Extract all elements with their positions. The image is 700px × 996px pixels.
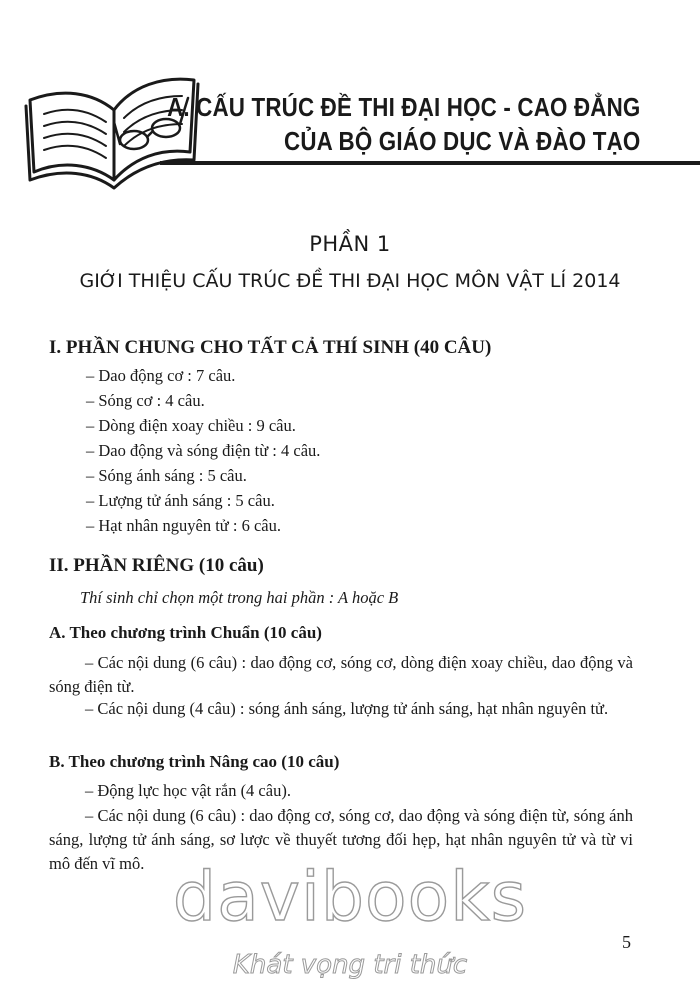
- list-item: – Lượng tử ánh sáng : 5 câu.: [86, 491, 275, 510]
- section2-heading: II. PHẦN RIÊNG (10 câu): [49, 555, 264, 576]
- watermark-slogan: Khát vọng tri thức: [232, 950, 468, 980]
- part-subtitle: GIỚI THIỆU CẤU TRÚC ĐỀ THI ĐẠI HỌC MÔN VẬT LÍ 2014: [79, 270, 621, 292]
- part-label: PHẦN 1: [309, 232, 391, 256]
- header-rule: [160, 161, 700, 165]
- list-item: – Dòng điện xoay chiều : 9 câu.: [86, 416, 296, 435]
- list-item: – Sóng ánh sáng : 5 câu.: [86, 466, 247, 485]
- subsection-b-para2: – Các nội dung (6 câu) : dao động cơ, sóng cơ, dao động và sóng điện từ, sóng ánh sáng, lượng tử ánh sáng, sơ lược về thuyết tương đối hẹp, hạt nhân nguyên tử và từ vi mô đến vĩ mô.: [49, 806, 633, 873]
- subsection-b-heading: B. Theo chương trình Nâng cao (10 câu): [49, 752, 340, 771]
- subsection-a-para2: – Các nội dung (4 câu) : sóng ánh sáng, lượng tử ánh sáng, hạt nhân nguyên tử.: [85, 699, 609, 718]
- watermark-brand: davibooks: [172, 858, 528, 937]
- section1-heading: I. PHẦN CHUNG CHO TẤT CẢ THÍ SINH (40 CÂU): [49, 337, 492, 358]
- page-number: 5: [622, 932, 631, 952]
- header-title-line1: A. CẤU TRÚC ĐỀ THI ĐẠI HỌC - CAO ĐẲNG: [166, 92, 640, 122]
- subsection-a-heading: A. Theo chương trình Chuẩn (10 câu): [49, 623, 322, 642]
- section2-note: Thí sinh chỉ chọn một trong hai phần : A hoặc B: [80, 588, 399, 607]
- header-title-line2: CỦA BỘ GIÁO DỤC VÀ ĐÀO TẠO: [283, 126, 640, 156]
- list-item: – Dao động cơ : 7 câu.: [86, 366, 236, 385]
- list-item: – Sóng cơ : 4 câu.: [86, 391, 205, 410]
- list-item: – Dao động và sóng điện từ : 4 câu.: [86, 441, 321, 460]
- subsection-b-para1: – Động lực học vật rắn (4 câu).: [85, 781, 291, 800]
- subsection-a-para1: – Các nội dung (6 câu) : dao động cơ, sóng cơ, dòng điện xoay chiều, dao động và sóng điện từ.: [49, 653, 633, 696]
- list-item: – Hạt nhân nguyên tử : 6 câu.: [86, 516, 281, 535]
